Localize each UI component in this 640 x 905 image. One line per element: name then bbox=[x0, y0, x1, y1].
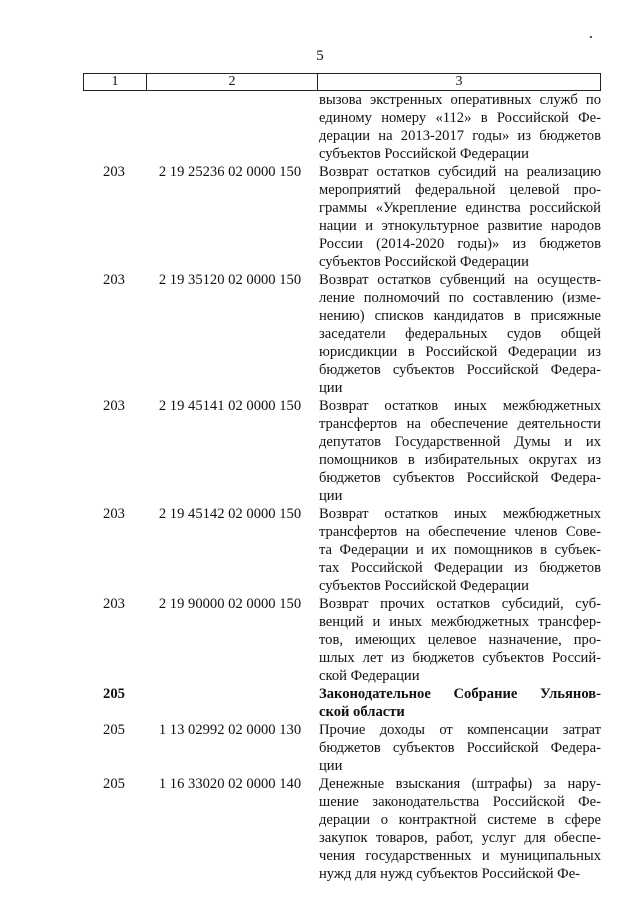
admin-code: 203 bbox=[103, 506, 125, 522]
budget-classification-code: 2 19 45141 02 0000 150 bbox=[158, 398, 302, 414]
description-line: Возврат остатков субсидий на реализацию bbox=[319, 164, 601, 180]
description-line: единому номеру «112» в Российской Фе- bbox=[319, 110, 601, 126]
revenue-description bbox=[315, 397, 601, 505]
budget-classification-code: 2 19 90000 02 0000 150 bbox=[158, 596, 302, 612]
description-line: ции bbox=[319, 380, 343, 396]
description-line: нации и этнокультурное развитие народов bbox=[319, 218, 601, 234]
table-row bbox=[83, 595, 601, 685]
revenue-description bbox=[315, 163, 601, 271]
description-line: ской Федерации bbox=[319, 668, 420, 684]
description-line: дерации на 2013-2017 годы» из бюджетов bbox=[319, 128, 601, 144]
column-header-3: 3 bbox=[318, 74, 601, 91]
description-line: шлых лет из бюджетов субъектов Россий- bbox=[319, 650, 601, 666]
description-line: юрисдикции в Российской Федерации из bbox=[319, 344, 601, 360]
table-row bbox=[83, 271, 601, 397]
column-header-2: 2 bbox=[147, 74, 318, 91]
description-line: тов, имеющих целевое назначение, про- bbox=[319, 632, 601, 648]
description-line: Прочие доходы от компенсации затрат bbox=[319, 722, 601, 738]
column-header-1: 1 bbox=[84, 74, 147, 91]
description-line: Возврат прочих остатков субсидий, суб- bbox=[319, 596, 601, 612]
admin-code: 205 bbox=[103, 776, 125, 792]
description-line: ление полномочий по составлению (изме- bbox=[319, 290, 601, 306]
description-line: чения государственных и муниципальных bbox=[319, 848, 601, 864]
description-line: нению) списков кандидатов в присяжные bbox=[319, 308, 601, 324]
description-line: трансфертов на обеспечение деятельности bbox=[319, 416, 601, 432]
revenue-rows bbox=[83, 91, 601, 883]
admin-code: 203 bbox=[103, 164, 125, 180]
revenue-description bbox=[315, 271, 601, 397]
table-row bbox=[83, 91, 601, 163]
description-line: венций и иных межбюджетных трансфер- bbox=[319, 614, 601, 630]
admin-code: 203 bbox=[103, 398, 125, 414]
description-line: бюджетов субъектов Российской Федера- bbox=[319, 740, 601, 756]
description-line: Возврат остатков иных межбюджетных bbox=[319, 506, 601, 522]
revenue-description bbox=[315, 685, 601, 721]
description-line: Возврат остатков иных межбюджетных bbox=[319, 398, 601, 414]
speck-mark bbox=[590, 36, 592, 38]
description-line: вызова экстренных оперативных служб по bbox=[319, 92, 601, 108]
budget-classification-code bbox=[145, 91, 315, 163]
admin-code bbox=[83, 91, 145, 163]
table-row bbox=[83, 397, 601, 505]
description-line: заседатели федеральных судов общей bbox=[319, 326, 601, 342]
description-line: шение законодательства Российской Фе- bbox=[319, 794, 601, 810]
description-line: ции bbox=[319, 488, 343, 504]
description-line: Законодательное Собрание Ульянов- bbox=[319, 686, 601, 702]
description-line: граммы «Укрепление единства российской bbox=[319, 200, 601, 216]
table-row bbox=[83, 163, 601, 271]
description-line: субъектов Российской Федерации bbox=[319, 578, 529, 594]
admin-code: 203 bbox=[103, 272, 125, 288]
description-line: Денежные взыскания (штрафы) за нару- bbox=[319, 776, 601, 792]
description-line: та Федерации и их помощников в субъек- bbox=[319, 542, 601, 558]
revenue-description bbox=[315, 505, 601, 595]
table-row bbox=[83, 505, 601, 595]
budget-classification-code: 2 19 25236 02 0000 150 bbox=[158, 164, 302, 180]
description-line: закупок товаров, работ, услуг для обеспе- bbox=[319, 830, 601, 846]
table-row bbox=[83, 685, 601, 721]
description-line: ской области bbox=[319, 704, 405, 720]
description-line: субъектов Российской Федерации bbox=[319, 254, 529, 270]
admin-code: 205 bbox=[103, 686, 125, 702]
description-line: тах Российской Федерации из бюджетов bbox=[319, 560, 601, 576]
budget-classification-code: 1 13 02992 02 0000 130 bbox=[158, 722, 302, 738]
budget-classification-code bbox=[145, 685, 315, 721]
description-line: мероприятий федеральной целевой про- bbox=[319, 182, 601, 198]
table-row bbox=[83, 721, 601, 775]
description-line: ции bbox=[319, 758, 343, 774]
revenue-description bbox=[315, 595, 601, 685]
description-line: помощников в избирательных округах из bbox=[319, 452, 601, 468]
revenue-description bbox=[315, 91, 601, 163]
revenue-description bbox=[315, 721, 601, 775]
description-line: депутатов Государственной Думы и их bbox=[319, 434, 601, 450]
budget-classification-code: 1 16 33020 02 0000 140 bbox=[158, 776, 302, 792]
budget-classification-code: 2 19 35120 02 0000 150 bbox=[158, 272, 302, 288]
description-line: бюджетов субъектов Российской Федера- bbox=[319, 362, 601, 378]
description-line: бюджетов субъектов Российской Федера- bbox=[319, 470, 601, 486]
admin-code: 205 bbox=[103, 722, 125, 738]
revenue-description bbox=[315, 775, 601, 883]
description-line: субъектов Российской Федерации bbox=[319, 146, 529, 162]
description-line: трансфертов на обеспечение членов Сове- bbox=[319, 524, 601, 540]
description-line: дерации о контрактной системе в сфере bbox=[319, 812, 601, 828]
description-line: нужд для нужд субъектов Российской Фе- bbox=[319, 866, 581, 882]
budget-classification-code: 2 19 45142 02 0000 150 bbox=[158, 506, 302, 522]
table-row bbox=[83, 775, 601, 883]
description-line: Возврат остатков субвенций на осуществ- bbox=[319, 272, 601, 288]
page-number: 5 bbox=[316, 48, 324, 64]
admin-code: 203 bbox=[103, 596, 125, 612]
column-header-table bbox=[83, 73, 601, 91]
description-line: России (2014-2020 годы)» из бюджетов bbox=[319, 236, 601, 252]
